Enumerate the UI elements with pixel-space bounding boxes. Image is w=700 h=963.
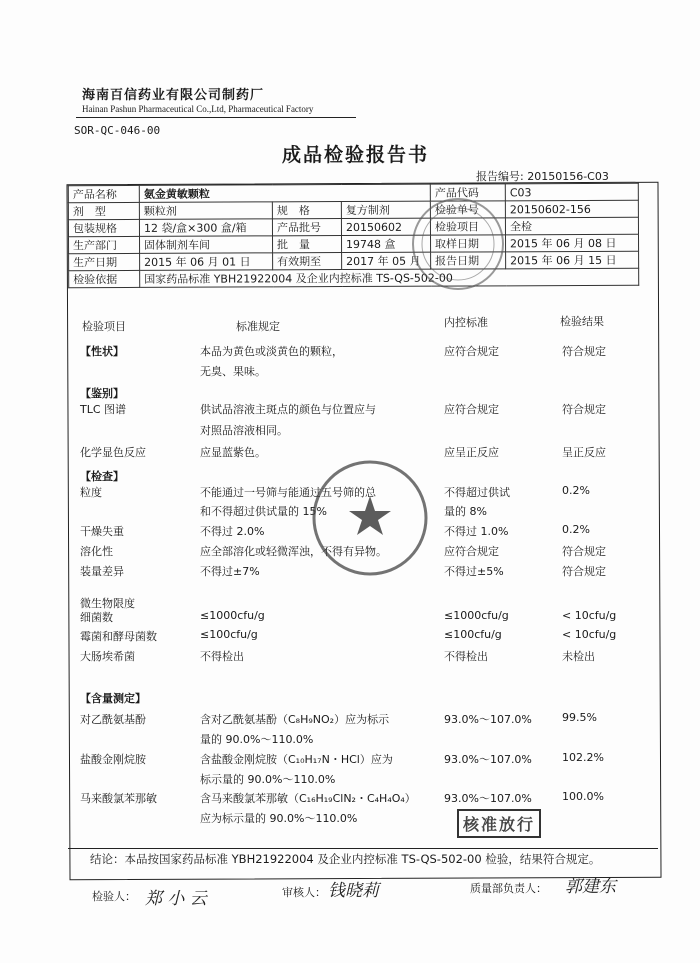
row-result: 未检出 [562, 650, 595, 663]
row-item: 微生物限度 [80, 597, 135, 610]
spec-label: 规 格 [272, 202, 341, 219]
qa-head-label: 质量部负责人： [470, 882, 547, 895]
form-value: 颗粒剂 [139, 202, 272, 220]
row-standard: ≤1000cfu/g [200, 609, 265, 622]
package-value: 12 袋/盒×300 盒/箱 [139, 219, 272, 237]
row-internal-standard: 93.0%～107.0% [444, 713, 532, 726]
expiry-label: 有效期至 [273, 253, 342, 270]
row-standard: 含对乙酰氨基酚（C₈H₉NO₂）应为标示 [200, 713, 390, 726]
report-title: 成品检验报告书 [282, 144, 430, 166]
row-standard: 和不得超过供试量的 15% [200, 505, 327, 518]
row-internal-standard: 不得过 1.0% [444, 525, 509, 538]
test-no-label: 检验单号 [430, 201, 505, 218]
col-header-result: 检验结果 [560, 315, 604, 328]
row-item: 【含量测定】 [80, 692, 146, 705]
row-standard: ≤100cfu/g [200, 628, 258, 641]
row-item: 【检查】 [80, 470, 124, 483]
sample-date-value: 2015 年 06 月 08 日 [505, 234, 638, 252]
release-stamp: 核准放行 [457, 809, 541, 838]
row-result: 0.2% [562, 484, 590, 497]
reviewer-signature: 钱晓莉 [328, 881, 379, 901]
row-standard: 应为标示量的 90.0%～110.0% [200, 812, 358, 825]
row-result: < 10cfu/g [562, 628, 617, 641]
row-item: 对乙酰氨基酚 [80, 713, 146, 726]
test-no-value: 20150602-156 [505, 200, 638, 218]
basis-value: 国家药品标准 YBH21922004 及企业内控标准 TS-QS-502-00 [140, 268, 639, 287]
qa-head-signature: 郭建东 [565, 877, 616, 897]
official-seal-icon [310, 458, 430, 578]
inspector-signature: 郑 小 云 [145, 889, 207, 909]
row-item: 盐酸金刚烷胺 [80, 753, 146, 766]
report-date-value: 2015 年 06 月 15 日 [506, 251, 639, 269]
expiry-value: 2017 年 05 月 [342, 252, 431, 269]
row-standard: 本品为黄色或淡黄色的颗粒， [200, 345, 343, 358]
document-number: SOR-QC-046-00 [74, 124, 161, 137]
row-result: 100.0% [562, 790, 604, 803]
row-internal-standard: 应符合规定 [444, 345, 499, 358]
row-standard: 量的 90.0%～110.0% [200, 733, 314, 746]
row-standard: 供试品溶液主斑点的颜色与位置应与 [200, 403, 376, 416]
row-result: < 10cfu/g [562, 609, 617, 622]
row-internal-standard: 应符合规定 [444, 545, 499, 558]
dept-value: 固体制剂车间 [140, 236, 273, 254]
row-internal-standard: 不得检出 [444, 650, 488, 663]
dept-label: 生产部门 [69, 236, 140, 253]
company-name-en: Hainan Pashun Pharmaceutical Co.,Ltd, Pharmaceutical Factory [82, 104, 314, 114]
qty-value: 19748 盒 [342, 235, 431, 252]
prod-date-value: 2015 年 06 月 01 日 [140, 253, 273, 271]
col-header-internal: 内控标准 [444, 316, 488, 329]
row-standard: 含盐酸金刚烷胺（C₁₀H₁₇N・HCl）应为 [200, 753, 393, 766]
row-standard: 对照品溶液相同。 [200, 424, 288, 437]
col-header-item: 检验项目 [82, 320, 126, 333]
batch-value: 20150602 [341, 218, 430, 235]
row-item: 马来酸氯苯那敏 [80, 792, 157, 805]
product-name: 氨金黄敏颗粒 [139, 184, 430, 202]
col-header-standard: 标准规定 [236, 320, 280, 333]
row-result: 符合规定 [562, 345, 606, 358]
row-internal-standard: 应符合规定 [444, 403, 499, 416]
row-internal-standard: 不得过±5% [444, 565, 504, 578]
test-item-value: 全检 [505, 217, 638, 235]
row-internal-standard: 93.0%～107.0% [444, 753, 532, 766]
row-item: 装量差异 [80, 565, 124, 578]
reviewer-label: 审核人： [282, 886, 326, 899]
test-item-label: 检验项目 [430, 218, 505, 235]
basis-label: 检验依据 [69, 270, 140, 287]
form-label: 剂 型 [68, 202, 139, 219]
product-code-label: 产品代码 [430, 184, 505, 201]
row-result: 102.2% [562, 751, 604, 764]
row-internal-standard: 不得超过供试 [444, 486, 510, 499]
conclusion-text: 结论：本品按国家药品标准 YBH21922004 及企业内控标准 TS-QS-502-00 检验，结果符合规定。 [90, 852, 601, 866]
row-standard: 应全部溶化或轻微浑浊，不得有异物。 [200, 545, 387, 558]
product-info-table [68, 183, 639, 288]
row-result: 99.5% [562, 711, 597, 724]
row-internal-standard: ≤100cfu/g [444, 628, 502, 641]
package-label: 包装规格 [68, 219, 139, 236]
row-item: TLC 图谱 [80, 403, 127, 416]
product-name-label: 产品名称 [68, 185, 139, 202]
batch-label: 产品批号 [272, 219, 341, 236]
row-item: 化学显色反应 [80, 446, 146, 459]
row-item: 细菌数 [80, 611, 113, 624]
row-item: 粒度 [80, 486, 102, 499]
row-item: 大肠埃希菌 [80, 650, 135, 663]
row-item: 干燥失重 [80, 525, 124, 538]
qa-seal-icon [410, 196, 506, 292]
company-name-cn: 海南百信药业有限公司制药厂 [82, 88, 265, 103]
product-code: C03 [505, 183, 638, 201]
row-standard: 不得检出 [200, 650, 244, 663]
prod-date-label: 生产日期 [69, 253, 140, 270]
row-standard: 标示量的 90.0%～110.0% [200, 773, 336, 786]
row-result: 呈正反应 [562, 446, 606, 459]
row-internal-standard: ≤1000cfu/g [444, 609, 509, 622]
row-result: 0.2% [562, 523, 590, 536]
row-standard: 不得过 2.0% [200, 525, 265, 538]
report-date-label: 报告日期 [431, 252, 506, 269]
header-rule [76, 117, 356, 118]
row-item: 【鉴别】 [80, 387, 124, 400]
row-standard: 不得过±7% [200, 565, 260, 578]
row-result: 符合规定 [562, 403, 606, 416]
row-standard: 含马来酸氯苯那敏（C₁₆H₁₉ClN₂・C₄H₄O₄） [200, 792, 416, 805]
inspector-label: 检验人： [92, 890, 136, 903]
row-standard: 不能通过一号筛与能通过五号筛的总 [200, 486, 376, 499]
row-internal-standard: 应呈正反应 [444, 446, 499, 459]
row-standard: 应显蓝紫色。 [200, 446, 266, 459]
sample-date-label: 取样日期 [430, 235, 505, 252]
row-item: 霉菌和酵母菌数 [80, 630, 157, 643]
row-item: 溶化性 [80, 545, 113, 558]
qty-label: 批 量 [273, 236, 342, 253]
row-result: 符合规定 [562, 545, 606, 558]
row-standard: 无臭、果味。 [200, 365, 266, 378]
row-internal-standard: 93.0%～107.0% [444, 792, 532, 805]
row-internal-standard: 量的 8% [444, 505, 487, 518]
spec-value: 复方制剂 [341, 201, 430, 218]
row-result: 符合规定 [562, 565, 606, 578]
report-number: 报告编号: 20150156-C03 [476, 170, 609, 183]
row-item: 【性状】 [80, 345, 124, 358]
conclusion-rule [68, 848, 658, 849]
